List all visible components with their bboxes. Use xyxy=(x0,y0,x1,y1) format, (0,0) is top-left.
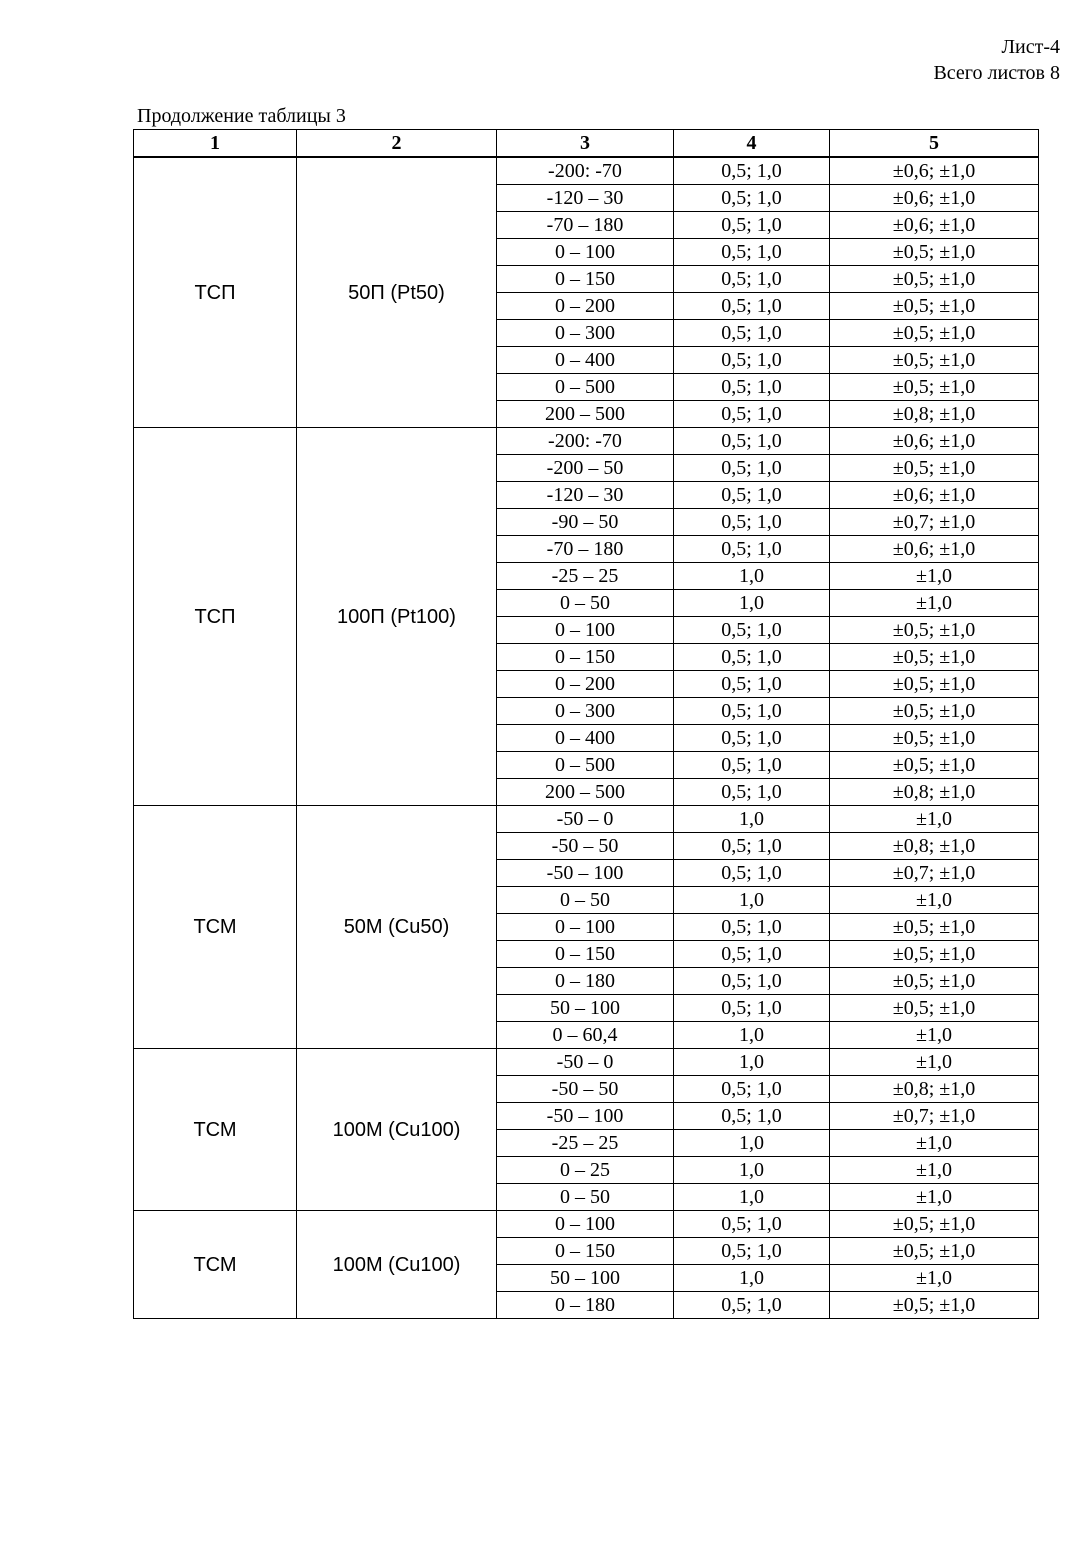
class-cell: 0,5; 1,0 xyxy=(674,509,830,536)
range-cell: -200 – 50 xyxy=(497,455,674,482)
class-cell: 0,5; 1,0 xyxy=(674,833,830,860)
error-cell: ±1,0 xyxy=(830,1049,1039,1076)
error-cell: ±0,6; ±1,0 xyxy=(830,157,1039,185)
class-cell: 0,5; 1,0 xyxy=(674,266,830,293)
class-cell: 1,0 xyxy=(674,806,830,833)
sensor-type-cell: ТСМ xyxy=(134,1211,297,1319)
range-cell: 0 – 180 xyxy=(497,1292,674,1319)
range-cell: 200 – 500 xyxy=(497,779,674,806)
error-cell: ±0,5; ±1,0 xyxy=(830,455,1039,482)
class-cell: 0,5; 1,0 xyxy=(674,779,830,806)
error-cell: ±0,7; ±1,0 xyxy=(830,860,1039,887)
table-header xyxy=(134,130,1039,158)
class-cell: 1,0 xyxy=(674,1265,830,1292)
class-cell: 0,5; 1,0 xyxy=(674,428,830,455)
error-cell: ±0,5; ±1,0 xyxy=(830,671,1039,698)
table-row xyxy=(134,1049,1039,1076)
range-cell: -120 – 30 xyxy=(497,482,674,509)
error-cell: ±1,0 xyxy=(830,1157,1039,1184)
error-cell: ±1,0 xyxy=(830,590,1039,617)
range-cell: 0 – 500 xyxy=(497,752,674,779)
table-caption: Продолжение таблицы 3 xyxy=(137,105,346,127)
error-cell: ±0,7; ±1,0 xyxy=(830,1103,1039,1130)
class-cell: 1,0 xyxy=(674,563,830,590)
range-cell: -200: -70 xyxy=(497,157,674,185)
range-cell: -50 – 50 xyxy=(497,1076,674,1103)
error-cell: ±0,5; ±1,0 xyxy=(830,1238,1039,1265)
column-header: 3 xyxy=(497,130,674,158)
error-cell: ±0,5; ±1,0 xyxy=(830,752,1039,779)
range-cell: -50 – 100 xyxy=(497,1103,674,1130)
range-cell: 0 – 100 xyxy=(497,617,674,644)
error-cell: ±0,5; ±1,0 xyxy=(830,914,1039,941)
range-cell: 0 – 100 xyxy=(497,1211,674,1238)
range-cell: 0 – 200 xyxy=(497,671,674,698)
error-cell: ±0,5; ±1,0 xyxy=(830,1211,1039,1238)
sensor-type-cell: ТСП xyxy=(134,428,297,806)
error-cell: ±0,5; ±1,0 xyxy=(830,941,1039,968)
range-cell: 50 – 100 xyxy=(497,1265,674,1292)
error-cell: ±0,6; ±1,0 xyxy=(830,428,1039,455)
class-cell: 0,5; 1,0 xyxy=(674,671,830,698)
class-cell: 0,5; 1,0 xyxy=(674,455,830,482)
class-cell: 1,0 xyxy=(674,887,830,914)
error-cell: ±0,5; ±1,0 xyxy=(830,725,1039,752)
range-cell: -120 – 30 xyxy=(497,185,674,212)
range-cell: -70 – 180 xyxy=(497,212,674,239)
error-cell: ±0,6; ±1,0 xyxy=(830,212,1039,239)
range-cell: -70 – 180 xyxy=(497,536,674,563)
error-cell: ±0,5; ±1,0 xyxy=(830,644,1039,671)
class-cell: 0,5; 1,0 xyxy=(674,995,830,1022)
range-cell: 0 – 400 xyxy=(497,725,674,752)
range-cell: 0 – 150 xyxy=(497,941,674,968)
nsh-cell: 100М (Cu100) xyxy=(297,1211,497,1319)
class-cell: 0,5; 1,0 xyxy=(674,482,830,509)
range-cell: 0 – 50 xyxy=(497,590,674,617)
error-cell: ±0,5; ±1,0 xyxy=(830,320,1039,347)
error-cell: ±0,5; ±1,0 xyxy=(830,239,1039,266)
class-cell: 1,0 xyxy=(674,1184,830,1211)
error-cell: ±1,0 xyxy=(830,887,1039,914)
error-cell: ±0,5; ±1,0 xyxy=(830,293,1039,320)
class-cell: 0,5; 1,0 xyxy=(674,374,830,401)
range-cell: 0 – 100 xyxy=(497,914,674,941)
range-cell: 0 – 300 xyxy=(497,320,674,347)
error-cell: ±0,5; ±1,0 xyxy=(830,995,1039,1022)
data-table xyxy=(133,129,1039,1319)
class-cell: 0,5; 1,0 xyxy=(674,320,830,347)
sensor-type-cell: ТСП xyxy=(134,157,297,428)
error-cell: ±1,0 xyxy=(830,1184,1039,1211)
sensor-type-cell: ТСМ xyxy=(134,806,297,1049)
range-cell: 0 – 60,4 xyxy=(497,1022,674,1049)
error-cell: ±0,5; ±1,0 xyxy=(830,698,1039,725)
range-cell: -50 – 50 xyxy=(497,833,674,860)
class-cell: 0,5; 1,0 xyxy=(674,1292,830,1319)
class-cell: 0,5; 1,0 xyxy=(674,644,830,671)
class-cell: 0,5; 1,0 xyxy=(674,1238,830,1265)
sheet-number: Лист-4 xyxy=(1001,36,1060,58)
range-cell: 50 – 100 xyxy=(497,995,674,1022)
error-cell: ±0,6; ±1,0 xyxy=(830,536,1039,563)
table-row xyxy=(134,1211,1039,1238)
error-cell: ±0,5; ±1,0 xyxy=(830,968,1039,995)
class-cell: 0,5; 1,0 xyxy=(674,1076,830,1103)
range-cell: 0 – 50 xyxy=(497,1184,674,1211)
sheet-info xyxy=(933,34,1060,86)
error-cell: ±0,5; ±1,0 xyxy=(830,617,1039,644)
class-cell: 0,5; 1,0 xyxy=(674,293,830,320)
class-cell: 1,0 xyxy=(674,590,830,617)
range-cell: 0 – 300 xyxy=(497,698,674,725)
table-row xyxy=(134,428,1039,455)
error-cell: ±1,0 xyxy=(830,806,1039,833)
range-cell: 0 – 150 xyxy=(497,644,674,671)
class-cell: 0,5; 1,0 xyxy=(674,617,830,644)
error-cell: ±0,6; ±1,0 xyxy=(830,185,1039,212)
range-cell: 0 – 180 xyxy=(497,968,674,995)
class-cell: 0,5; 1,0 xyxy=(674,698,830,725)
range-cell: -200: -70 xyxy=(497,428,674,455)
range-cell: 0 – 50 xyxy=(497,887,674,914)
range-cell: -50 – 100 xyxy=(497,860,674,887)
range-cell: 0 – 400 xyxy=(497,347,674,374)
total-sheets: Всего листов 8 xyxy=(933,62,1060,84)
error-cell: ±0,8; ±1,0 xyxy=(830,1076,1039,1103)
class-cell: 0,5; 1,0 xyxy=(674,347,830,374)
error-cell: ±0,8; ±1,0 xyxy=(830,833,1039,860)
column-header: 2 xyxy=(297,130,497,158)
class-cell: 0,5; 1,0 xyxy=(674,185,830,212)
range-cell: -25 – 25 xyxy=(497,563,674,590)
table-row xyxy=(134,157,1039,185)
error-cell: ±0,5; ±1,0 xyxy=(830,1292,1039,1319)
error-cell: ±0,8; ±1,0 xyxy=(830,779,1039,806)
nsh-cell: 50П (Pt50) xyxy=(297,157,497,428)
range-cell: -50 – 0 xyxy=(497,806,674,833)
class-cell: 0,5; 1,0 xyxy=(674,725,830,752)
class-cell: 0,5; 1,0 xyxy=(674,968,830,995)
class-cell: 0,5; 1,0 xyxy=(674,157,830,185)
range-cell: 0 – 150 xyxy=(497,266,674,293)
column-header: 4 xyxy=(674,130,830,158)
class-cell: 0,5; 1,0 xyxy=(674,239,830,266)
class-cell: 0,5; 1,0 xyxy=(674,401,830,428)
range-cell: -25 – 25 xyxy=(497,1130,674,1157)
class-cell: 0,5; 1,0 xyxy=(674,752,830,779)
error-cell: ±1,0 xyxy=(830,563,1039,590)
nsh-cell: 100М (Cu100) xyxy=(297,1049,497,1211)
error-cell: ±0,8; ±1,0 xyxy=(830,401,1039,428)
header-row xyxy=(134,130,1039,158)
class-cell: 0,5; 1,0 xyxy=(674,914,830,941)
sensor-type-cell: ТСМ xyxy=(134,1049,297,1211)
class-cell: 0,5; 1,0 xyxy=(674,860,830,887)
range-cell: -50 – 0 xyxy=(497,1049,674,1076)
nsh-cell: 50М (Cu50) xyxy=(297,806,497,1049)
class-cell: 0,5; 1,0 xyxy=(674,1103,830,1130)
column-header: 5 xyxy=(830,130,1039,158)
class-cell: 0,5; 1,0 xyxy=(674,536,830,563)
error-cell: ±0,5; ±1,0 xyxy=(830,266,1039,293)
error-cell: ±0,5; ±1,0 xyxy=(830,347,1039,374)
column-header: 1 xyxy=(134,130,297,158)
error-cell: ±1,0 xyxy=(830,1130,1039,1157)
error-cell: ±1,0 xyxy=(830,1265,1039,1292)
error-cell: ±1,0 xyxy=(830,1022,1039,1049)
class-cell: 1,0 xyxy=(674,1022,830,1049)
range-cell: 200 – 500 xyxy=(497,401,674,428)
table-row xyxy=(134,806,1039,833)
class-cell: 1,0 xyxy=(674,1130,830,1157)
table-body xyxy=(134,157,1039,1319)
range-cell: 0 – 25 xyxy=(497,1157,674,1184)
error-cell: ±0,7; ±1,0 xyxy=(830,509,1039,536)
class-cell: 1,0 xyxy=(674,1157,830,1184)
class-cell: 0,5; 1,0 xyxy=(674,212,830,239)
range-cell: -90 – 50 xyxy=(497,509,674,536)
range-cell: 0 – 100 xyxy=(497,239,674,266)
nsh-cell: 100П (Pt100) xyxy=(297,428,497,806)
error-cell: ±0,6; ±1,0 xyxy=(830,482,1039,509)
range-cell: 0 – 200 xyxy=(497,293,674,320)
class-cell: 0,5; 1,0 xyxy=(674,941,830,968)
range-cell: 0 – 150 xyxy=(497,1238,674,1265)
class-cell: 0,5; 1,0 xyxy=(674,1211,830,1238)
range-cell: 0 – 500 xyxy=(497,374,674,401)
error-cell: ±0,5; ±1,0 xyxy=(830,374,1039,401)
class-cell: 1,0 xyxy=(674,1049,830,1076)
